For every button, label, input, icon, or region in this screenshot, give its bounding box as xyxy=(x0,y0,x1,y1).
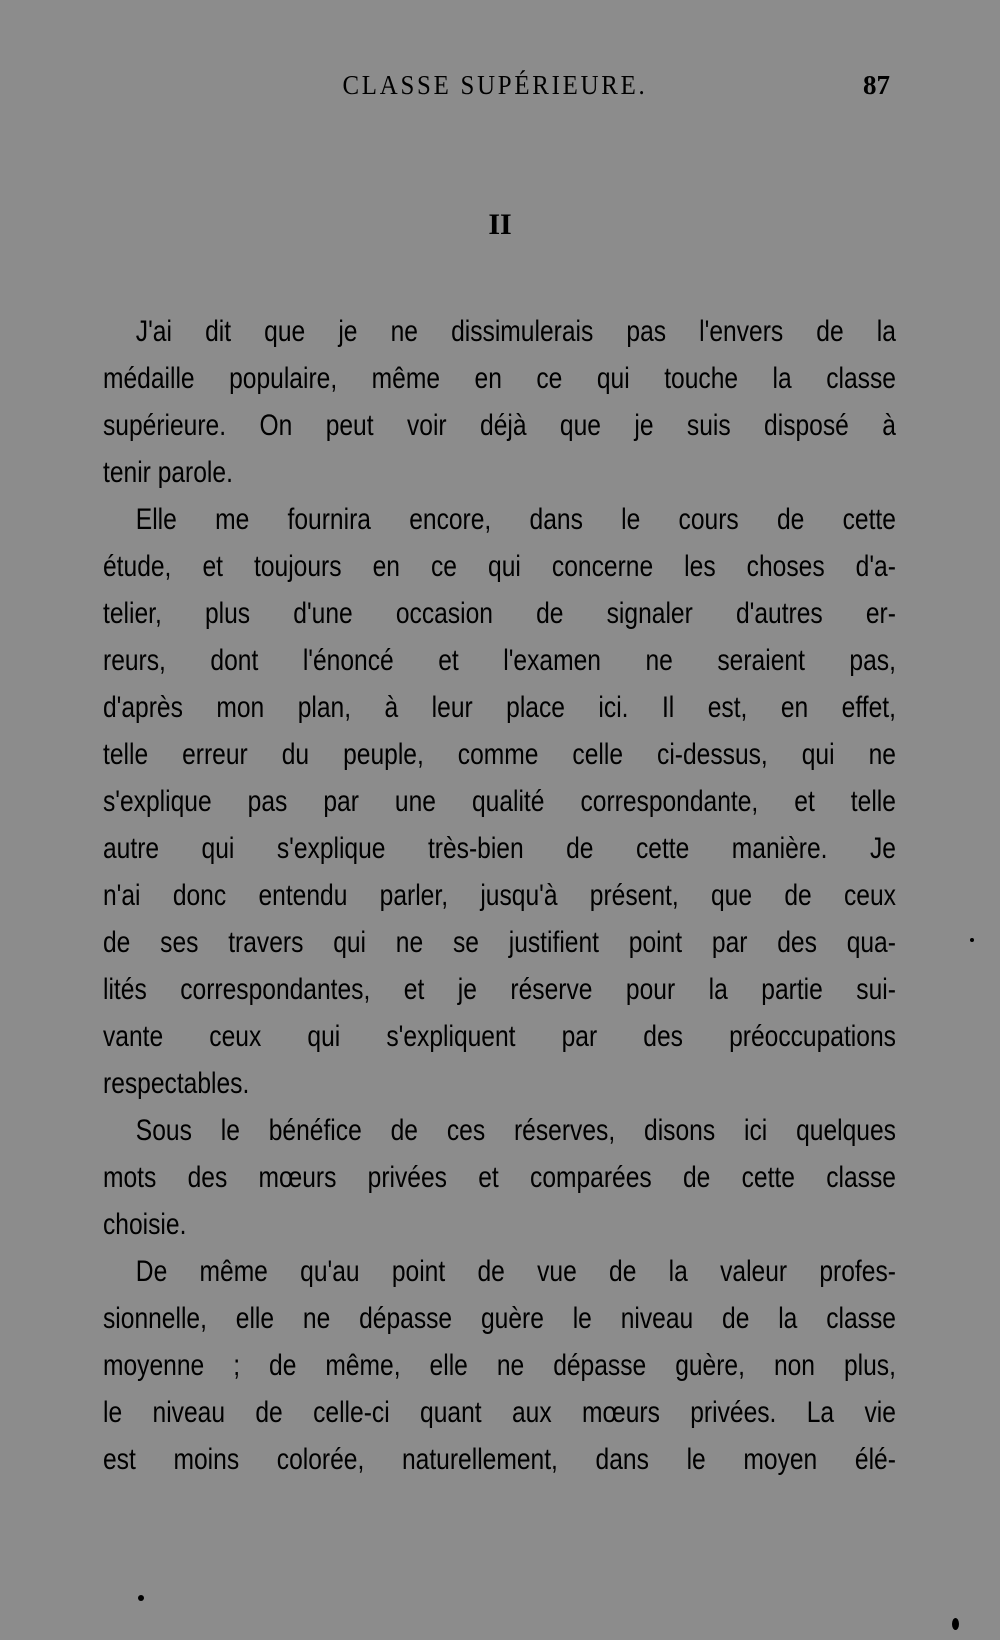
text-line: vante ceux qui s'expliquent par des préoccupations xyxy=(103,1020,896,1053)
text-line: étude, et toujours en ce qui concerne les choses d'a- xyxy=(103,550,896,583)
paragraph-2 xyxy=(103,496,896,1107)
text-line: s'explique pas par une qualité correspondante, et telle xyxy=(103,785,896,818)
text-line: Sous le bénéfice de ces réserves, disons ici quelques xyxy=(135,1114,896,1147)
text-line: tenir parole. xyxy=(103,456,233,489)
text-line: supérieure. On peut voir déjà que je suis disposé à xyxy=(103,409,896,442)
paragraph-3 xyxy=(103,1107,896,1248)
text-line: de ses travers qui ne se justifient point par des qua- xyxy=(103,926,896,959)
text-line: mots des mœurs privées et comparées de cette classe xyxy=(103,1161,896,1194)
body-text xyxy=(103,308,896,1483)
text-line: telier, plus d'une occasion de signaler d'autres er- xyxy=(103,597,896,630)
text-line: De même qu'au point de vue de la valeur profes- xyxy=(135,1255,896,1288)
section-number: II xyxy=(488,208,512,241)
page-number: 87 xyxy=(863,70,890,100)
text-line: n'ai donc entendu parler, jusqu'à présent, que de ceux xyxy=(103,879,896,912)
text-line: sionnelle, elle ne dépasse guère le niveau de la classe xyxy=(103,1302,896,1335)
text-line: médaille populaire, même en ce qui touche la classe xyxy=(103,362,896,395)
text-line: telle erreur du peuple, comme celle ci-dessus, qui ne xyxy=(103,738,896,771)
text-line: d'après mon plan, à leur place ici. Il est, en effet, xyxy=(103,691,896,724)
text-line: autre qui s'explique très-bien de cette manière. Je xyxy=(103,832,896,865)
scan-speck xyxy=(970,938,974,942)
text-line: moyenne ; de même, elle ne dépasse guère, non plus, xyxy=(103,1349,896,1382)
text-line: reurs, dont l'énoncé et l'examen ne seraient pas, xyxy=(103,644,896,677)
text-line: J'ai dit que je ne dissimulerais pas l'envers de la xyxy=(135,315,896,348)
paragraph-4 xyxy=(103,1248,896,1483)
text-line: choisie. xyxy=(103,1208,187,1241)
text-line: Elle me fournira encore, dans le cours de cette xyxy=(135,503,896,536)
text-line: lités correspondantes, et je réserve pour la partie sui- xyxy=(103,973,896,1006)
text-line: le niveau de celle-ci quant aux mœurs privées. La vie xyxy=(103,1396,896,1429)
text-line: respectables. xyxy=(103,1067,250,1100)
running-head xyxy=(100,70,890,110)
paragraph-1 xyxy=(103,308,896,496)
scan-speck xyxy=(952,1618,959,1630)
running-title: CLASSE SUPÉRIEURE. xyxy=(342,70,648,100)
text-line: est moins colorée, naturellement, dans le moyen élé- xyxy=(103,1443,896,1476)
scan-speck xyxy=(138,1595,144,1601)
